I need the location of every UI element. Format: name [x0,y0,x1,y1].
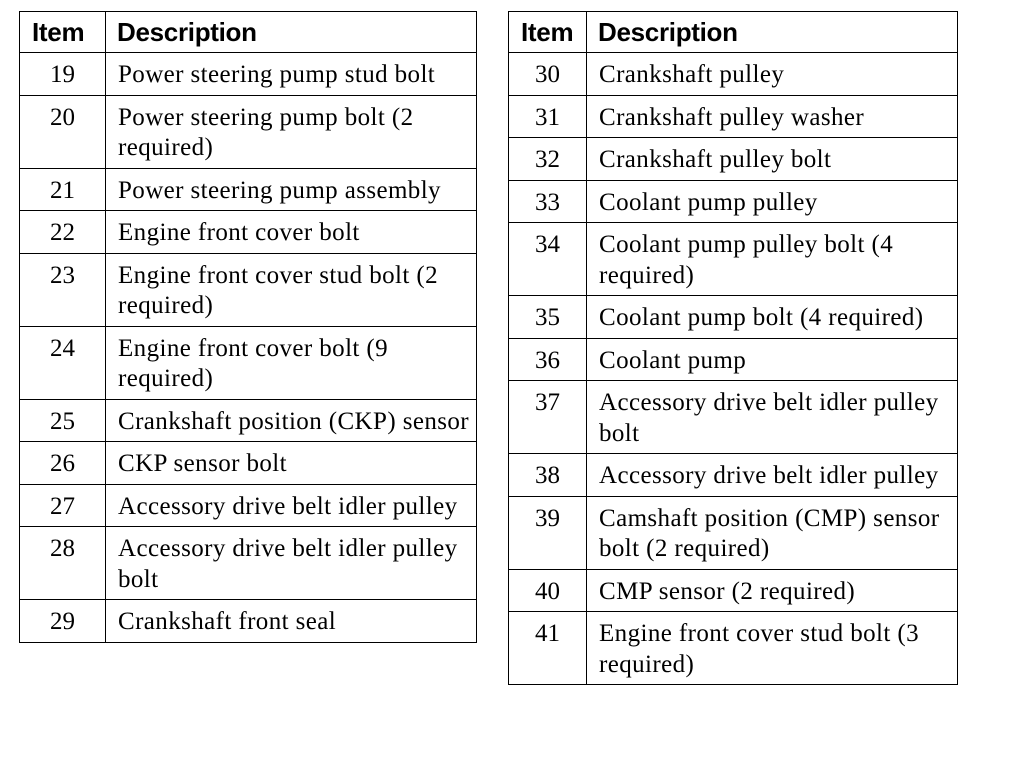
table-row [20,95,477,168]
item-description: Crankshaft front seal [106,600,477,643]
item-description: Accessory drive belt idler pulley bolt [106,527,477,600]
item-description: Coolant pump pulley [587,180,958,223]
table-row [509,138,958,181]
item-number: 34 [509,223,587,296]
table-row [509,180,958,223]
table-row [509,381,958,454]
item-description: CMP sensor (2 required) [587,569,958,612]
table-row [509,496,958,569]
table-row [20,442,477,485]
item-description: Power steering pump stud bolt [106,53,477,96]
item-number: 23 [20,253,106,326]
item-number: 25 [20,399,106,442]
item-description: Coolant pump bolt (4 required) [587,296,958,339]
item-description: Engine front cover bolt [106,211,477,254]
table-row [20,253,477,326]
item-description: Crankshaft pulley [587,53,958,96]
table-row [20,600,477,643]
item-description: Power steering pump assembly [106,168,477,211]
item-description: Engine front cover bolt (9 required) [106,326,477,399]
item-description: Engine front cover stud bolt (3 required) [587,612,958,685]
item-number: 28 [20,527,106,600]
item-description: Accessory drive belt idler pulley bolt [587,381,958,454]
table-row [20,399,477,442]
item-description: Coolant pump [587,338,958,381]
item-description: Coolant pump pulley bolt (4 required) [587,223,958,296]
table-row [20,168,477,211]
item-number: 41 [509,612,587,685]
item-number: 36 [509,338,587,381]
item-number: 32 [509,138,587,181]
header-item: Item [20,12,106,53]
table-header-row [20,12,477,53]
item-description: Accessory drive belt idler pulley [587,454,958,497]
item-description: Accessory drive belt idler pulley [106,484,477,527]
parts-table-right [508,11,958,685]
item-number: 20 [20,95,106,168]
item-description: Crankshaft pulley bolt [587,138,958,181]
item-number: 29 [20,600,106,643]
item-description: Power steering pump bolt (2 required) [106,95,477,168]
item-number: 27 [20,484,106,527]
table-row [20,527,477,600]
item-number: 21 [20,168,106,211]
table-row [509,53,958,96]
table-row [509,296,958,339]
item-number: 40 [509,569,587,612]
table-row [509,223,958,296]
table-row [20,326,477,399]
item-description: Crankshaft position (CKP) sensor [106,399,477,442]
table-row [509,569,958,612]
item-description: CKP sensor bolt [106,442,477,485]
table-header-row [509,12,958,53]
item-number: 24 [20,326,106,399]
item-number: 35 [509,296,587,339]
item-description: Camshaft position (CMP) sensor bolt (2 required) [587,496,958,569]
item-number: 19 [20,53,106,96]
table-row [509,95,958,138]
item-number: 26 [20,442,106,485]
item-number: 30 [509,53,587,96]
table-row [509,454,958,497]
item-number: 38 [509,454,587,497]
header-item: Item [509,12,587,53]
item-number: 39 [509,496,587,569]
item-description: Engine front cover stud bolt (2 required) [106,253,477,326]
item-number: 37 [509,381,587,454]
item-number: 22 [20,211,106,254]
item-number: 33 [509,180,587,223]
table-row [509,612,958,685]
item-number: 31 [509,95,587,138]
parts-table-left [19,11,477,643]
header-description: Description [587,12,958,53]
table-row [20,211,477,254]
table-row [20,484,477,527]
table-row [509,338,958,381]
header-description: Description [106,12,477,53]
table-row [20,53,477,96]
item-description: Crankshaft pulley washer [587,95,958,138]
